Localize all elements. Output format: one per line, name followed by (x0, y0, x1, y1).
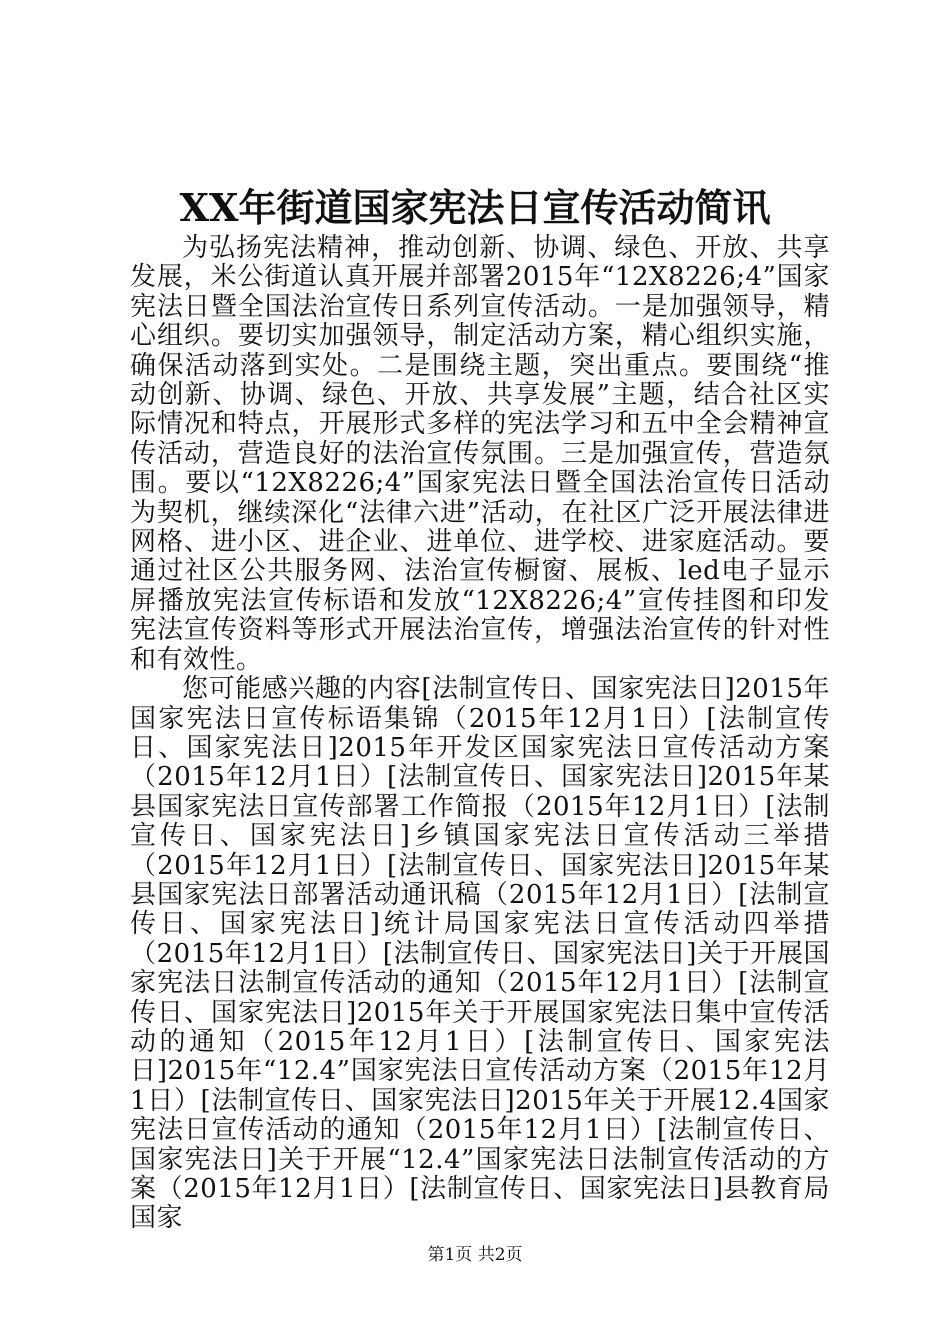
paragraph-1: 为弘扬宪法精神，推动创新、协调、绿色、开放、共享发展，米公街道认真开展并部署2015年“12X8226;4”国家宪法日暨全国法治宣传日系列宣传活动。一是加强领导，精心组织。要切实加强领导，制定活动方案，精心组织实施，确保活动落到实处。二是围绕主题，突出重点。要围绕“推动创新、协调、绿色、开放、共享发展”主题，结合社区实际情况和特点，开展形式多样的宪法学习和五中全会精神宣传活动，营造良好的法治宣传氛围。三是加强宣传，营造氛围。要以“12X8226;4”国家宪法日暨全国法治宣传日活动为契机，继续深化“法律六进”活动，在社区广泛开展法律进网格、进小区、进企业、进单位、进学校、进家庭活动。要通过社区公共服务网、法治宣传橱窗、展板、led电子显示屏播放宪法宣传标语和发放“12X8226;4”宣传挂图和印发宪法宣传资料等形式开展法治宣传，增强法治宣传的针对性和有效性。 (130, 233, 830, 675)
document-body (130, 234, 830, 1234)
paragraph-2: 您可能感兴趣的内容[法制宣传日、国家宪法日]2015年国家宪法日宣传标语集锦（2015年12月1日）[法制宣传日、国家宪法日]2015年开发区国家宪法日宣传活动方案（2015年12月1日）[法制宣传日、国家宪法日]2015年某县国家宪法日宣传部署工作简报（2015年12月1日）[法制宣传日、国家宪法日]乡镇国家宪法日宣传活动三举措（2015年12月1日）[法制宣传日、国家宪法日]2015年某县国家宪法日部署活动通讯稿（2015年12月1日）[法制宣传日、国家宪法日]统计局国家宪法日宣传活动四举措（2015年12月1日）[法制宣传日、国家宪法日]关于开展国家宪法日法制宣传活动的通知（2015年12月1日）[法制宣传日、国家宪法日]2015年关于开展国家宪法日集中宣传活动的通知（2015年12月1日）[法制宣传日、国家宪法日]2015年“12.4”国家宪法日宣传活动方案（2015年12月1日）[法制宣传日、国家宪法日]2015年关于开展12.4国家宪法日宣传活动的通知（2015年12月1日）[法制宣传日、国家宪法日]关于开展“12.4”国家宪法日法制宣传活动的方案（2015年12月1日）[法制宣传日、国家宪法日]县教育局国家 (130, 674, 830, 1234)
page-number: 第1页 共2页 (427, 1245, 523, 1265)
document-title: XX年街道国家宪法日宣传活动简讯 (179, 185, 771, 230)
